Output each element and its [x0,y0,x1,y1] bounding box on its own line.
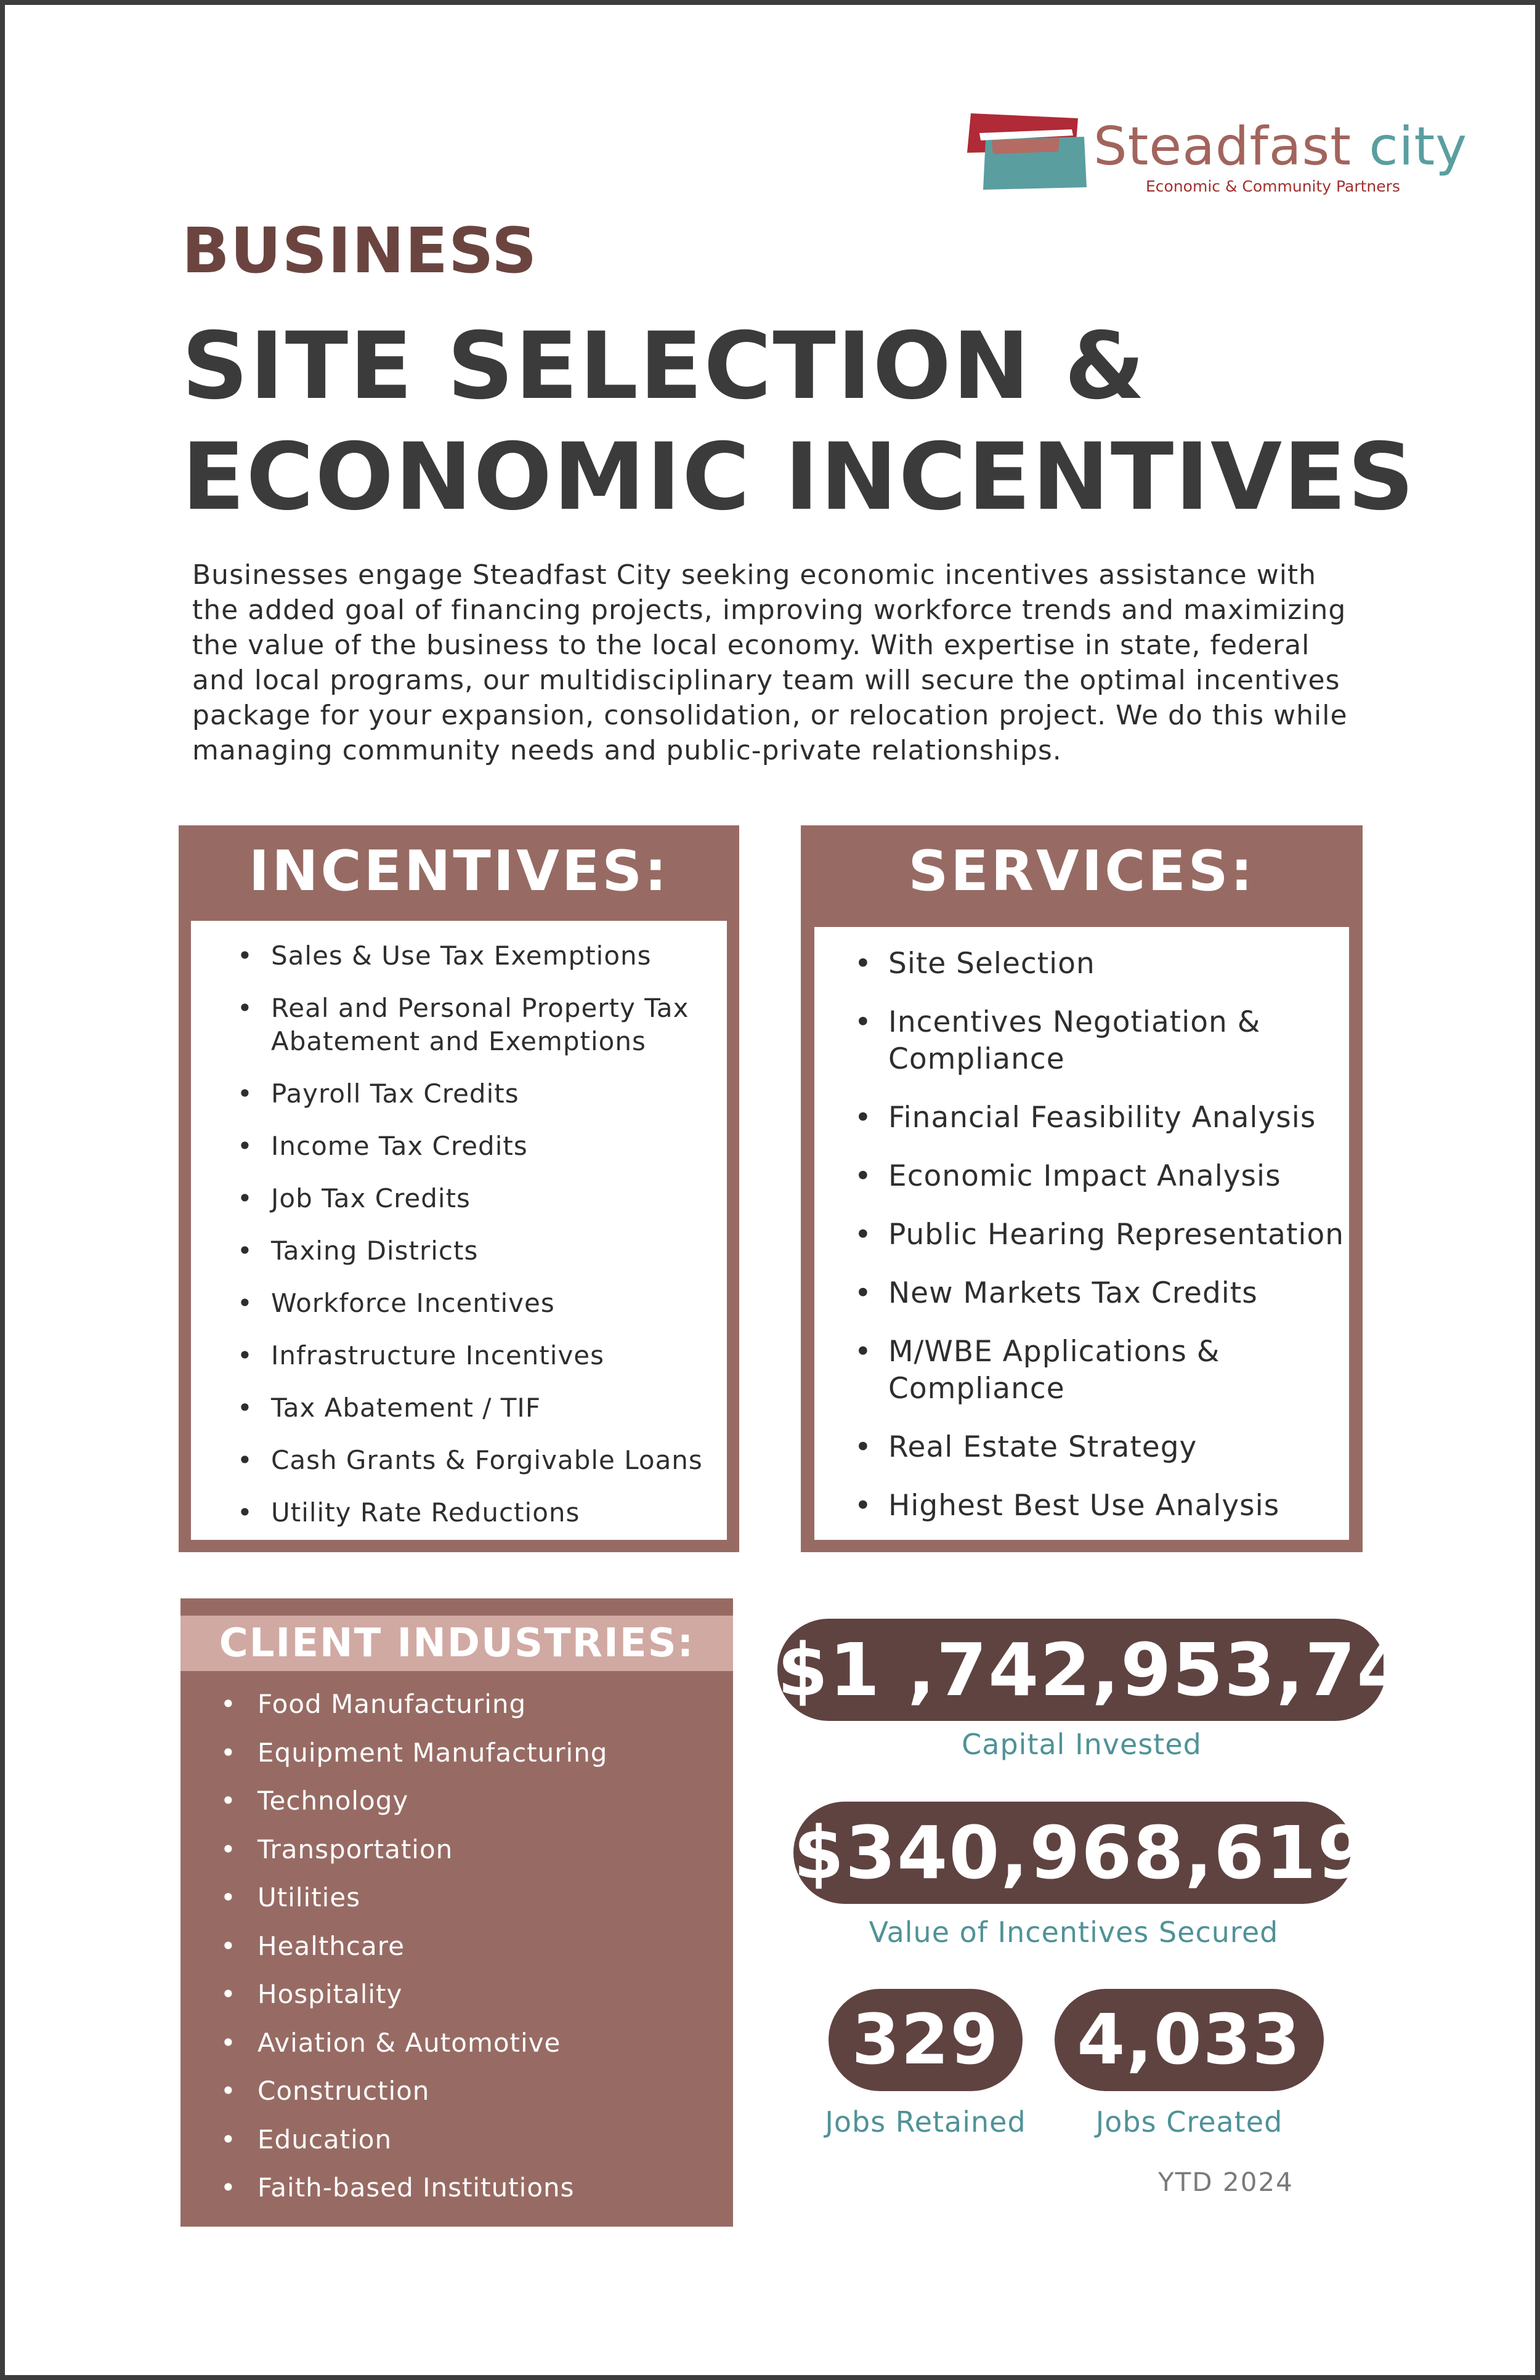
list-item: • Technology [221,1784,713,1818]
list-item: • Real and Personal Property Tax Abatement and Exemptions [234,992,721,1058]
list-item: • Healthcare [221,1930,713,1963]
logo-mark-icon [967,113,1090,193]
list-item: • Job Tax Credits [234,1182,721,1215]
list-item: • Construction [221,2074,713,2108]
page-title-line-2: ECONOMIC INCENTIVES [182,424,1416,531]
intro-paragraph: Businesses engage Steadfast City seeking economic incentives assistance with the added goal of financing projects, improving workforce trends and maximizing the value of the business to the local economy. With expertise in state, federal and local programs, our multidisciplinary team will secure the optimal incentives package for your expansion, consolidation, or relocation project. We do this while managing community needs and public-private relationships. [192,559,1348,766]
list-item: • Education [221,2123,713,2156]
list-item: • Incentives Negotiation & Compliance [851,1004,1344,1078]
list-item: • New Markets Tax Credits [851,1275,1344,1312]
jobs-created-value: 4,033 [1055,1989,1324,2091]
jobs-retained-label: Jobs Retained [825,2105,1026,2139]
services-list-card [814,927,1349,1540]
list-item: • Sales & Use Tax Exemptions [234,939,721,973]
list-item: • Faith-based Institutions [221,2171,713,2204]
list-item: • Highest Best Use Analysis [851,1488,1344,1524]
incentives-secured-value: $340,968,619 [793,1802,1354,1904]
incentives-list [234,939,721,1548]
list-item: • Public Hearing Representation [851,1216,1344,1253]
list-item: • Hospitality [221,1978,713,2011]
list-item: • Taxing Districts [234,1234,721,1268]
page-title [182,311,1416,533]
page-title-line-1: SITE SELECTION & [182,313,1146,420]
capital-invested-value: $1 ,742,953,748 [777,1619,1386,1721]
list-item: • Utility Rate Reductions [234,1496,721,1529]
list-item: • Financial Feasibility Analysis [851,1099,1344,1136]
list-item: • Equipment Manufacturing [221,1736,713,1770]
period-label: YTD 2024 [1158,2167,1294,2197]
list-item: • Aviation & Automotive [221,2026,713,2060]
list-item: • Cash Grants & Forgivable Loans [234,1444,721,1477]
list-item: • Utilities [221,1881,713,1914]
list-item: • Income Tax Credits [234,1130,721,1163]
steadfast-city-logo [967,111,1468,203]
logo-tagline: Economic & Community Partners [1146,177,1400,195]
incentives-title: INCENTIVES: [248,839,670,904]
incentives-secured-label: Value of Incentives Secured [869,1916,1279,1949]
list-item: • M/WBE Applications & Compliance [851,1334,1344,1407]
list-item: • Tax Abatement / TIF [234,1391,721,1425]
client-industries-panel [180,1598,733,2227]
client-industries-list [221,1688,713,2220]
incentives-panel [179,825,739,1552]
client-industries-title: CLIENT INDUSTRIES: [219,1621,695,1666]
kicker-heading: BUSINESS [182,214,538,288]
logo-wordmark: Steadfast city [1093,116,1468,177]
list-item: • Payroll Tax Credits [234,1077,721,1111]
list-item: • Workforce Incentives [234,1287,721,1320]
list-item: • Food Manufacturing [221,1688,713,1721]
list-item: • Economic Impact Analysis [851,1158,1344,1195]
list-item: • Site Selection [851,945,1344,982]
list-item: • Transportation [221,1833,713,1866]
services-panel [801,825,1363,1552]
jobs-retained-value: 329 [829,1989,1023,2091]
list-item: • Infrastructure Incentives [234,1339,721,1372]
incentives-list-card [191,921,727,1540]
capital-invested-label: Capital Invested [962,1728,1202,1761]
list-item: • Real Estate Strategy [851,1429,1344,1466]
jobs-created-label: Jobs Created [1095,2105,1283,2139]
client-industries-title-bar [180,1616,733,1671]
services-list [851,945,1344,1546]
services-title: SERVICES: [908,839,1255,904]
